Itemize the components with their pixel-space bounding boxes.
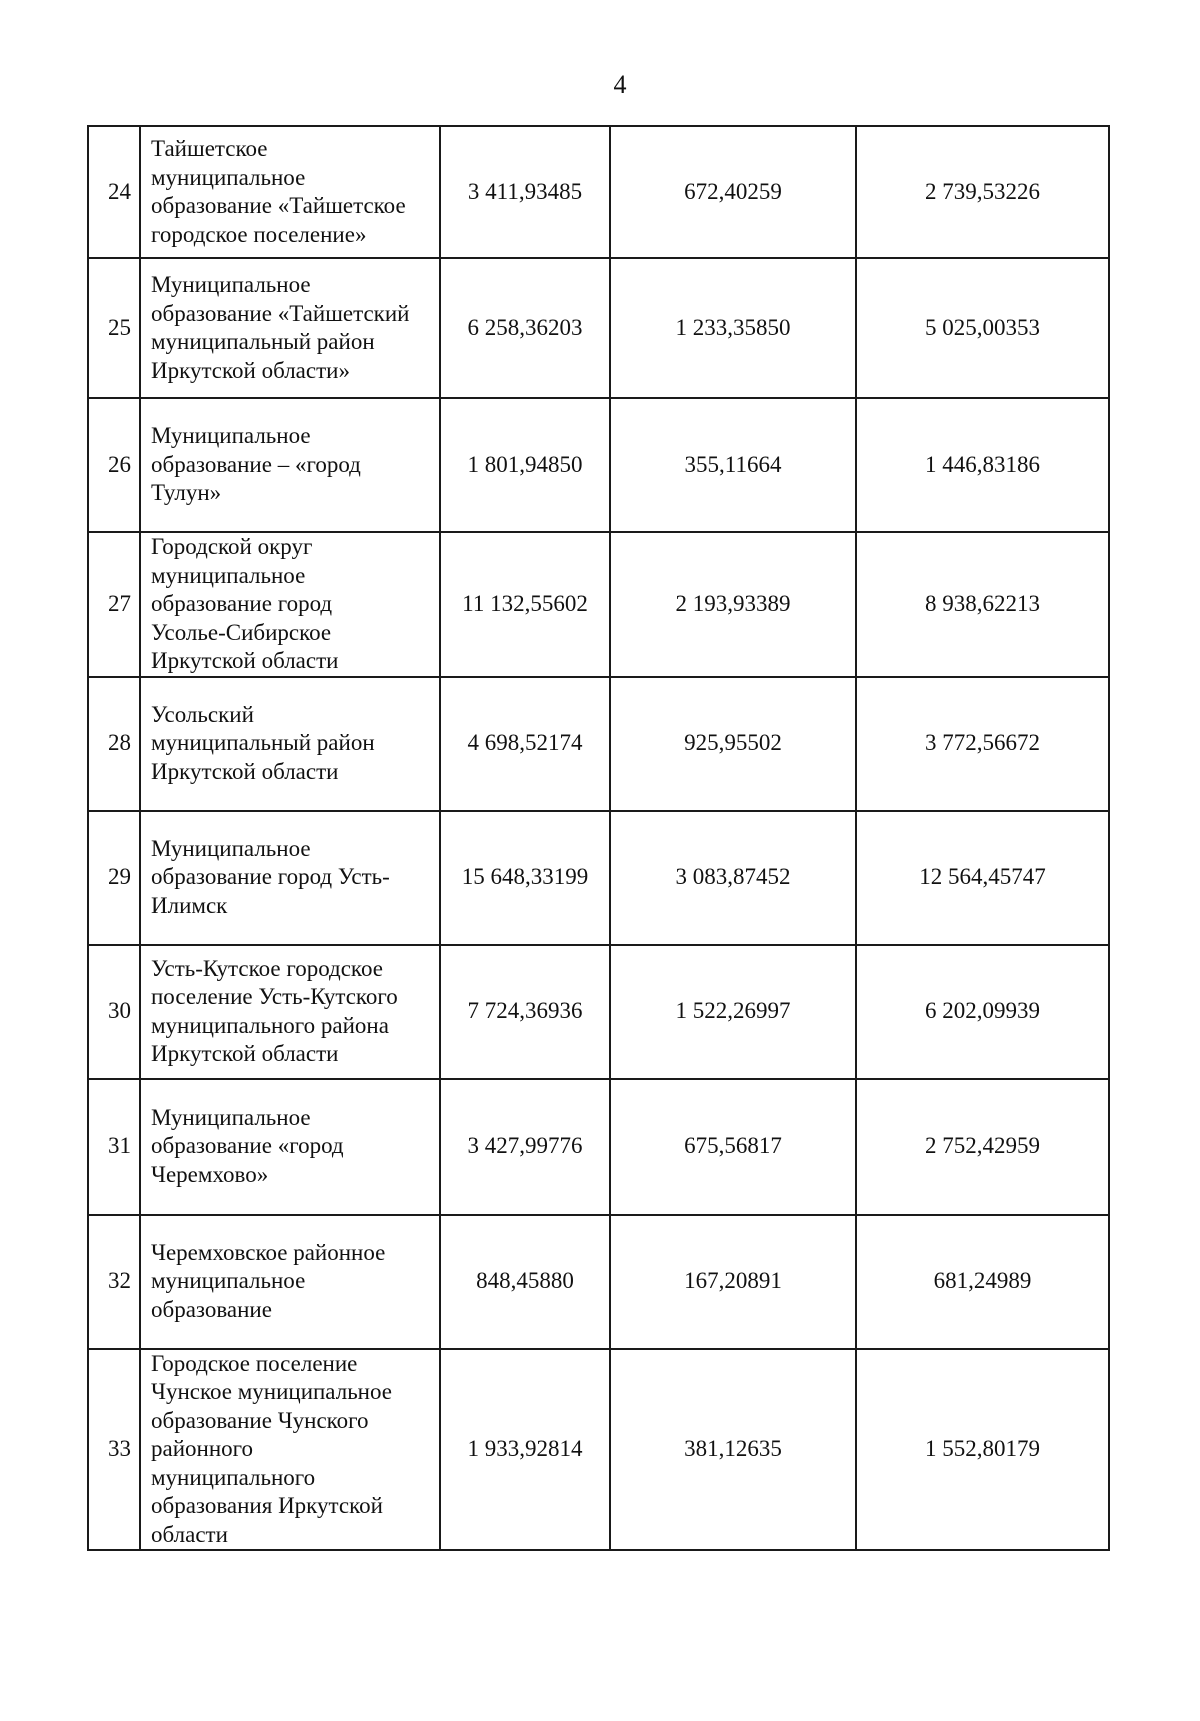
amount-b: 6 202,09939 <box>856 945 1109 1079</box>
name-line: образование <box>151 1296 272 1322</box>
name-line: Чунское муниципальное <box>151 1379 392 1404</box>
amount-b: 8 938,62213 <box>856 532 1109 677</box>
municipality-name <box>140 677 440 811</box>
table-row <box>88 811 1109 945</box>
name-line: Илимск <box>151 892 228 918</box>
amount-a: 672,40259 <box>610 126 856 258</box>
name-line: Усолье-Сибирское <box>151 619 332 645</box>
name-line: муниципальное <box>151 164 306 190</box>
table-row <box>88 398 1109 532</box>
amount-b: 1 446,83186 <box>856 398 1109 532</box>
amount-b: 3 772,56672 <box>856 677 1109 811</box>
total-amount: 3 427,99776 <box>440 1079 610 1215</box>
total-amount: 848,45880 <box>440 1215 610 1349</box>
row-number: 30 <box>88 945 140 1079</box>
name-line: городское поселение» <box>151 221 367 247</box>
name-line: образование Чунского <box>151 1407 369 1433</box>
name-line: Городское поселение <box>151 1350 358 1376</box>
name-line: Иркутской области <box>151 1041 339 1066</box>
amount-a: 1 522,26997 <box>610 945 856 1079</box>
amount-b: 2 752,42959 <box>856 1079 1109 1215</box>
name-line: образование – «город <box>151 451 361 477</box>
municipality-name <box>140 1079 440 1215</box>
table-row <box>88 532 1109 677</box>
amount-a: 3 083,87452 <box>610 811 856 945</box>
municipality-name <box>140 398 440 532</box>
amount-a: 1 233,35850 <box>610 258 856 398</box>
name-line: муниципального <box>151 1464 316 1490</box>
name-line: Иркутской области <box>151 648 339 673</box>
municipality-name <box>140 811 440 945</box>
row-number: 25 <box>88 258 140 398</box>
total-amount: 7 724,36936 <box>440 945 610 1079</box>
total-amount: 1 801,94850 <box>440 398 610 532</box>
row-number: 33 <box>88 1349 140 1551</box>
table-row <box>88 677 1109 811</box>
table-row <box>88 1215 1109 1349</box>
name-line: Муниципальное <box>151 1104 311 1130</box>
name-line: образование «город <box>151 1133 344 1159</box>
table-row <box>88 258 1109 398</box>
name-line: образование город Усть- <box>151 864 390 890</box>
name-line: Черемховское районное <box>151 1239 386 1265</box>
row-number: 31 <box>88 1079 140 1215</box>
name-line: муниципальное <box>151 1268 306 1294</box>
row-number: 26 <box>88 398 140 532</box>
name-line: Черемхово» <box>151 1161 269 1187</box>
name-line: Тайшетское <box>151 136 268 161</box>
amount-b: 1 552,80179 <box>856 1349 1109 1551</box>
name-line: образование город <box>151 591 333 616</box>
municipality-name <box>140 532 440 677</box>
page-number: 4 <box>613 70 627 99</box>
name-line: поселение Усть-Кутского <box>151 984 398 1009</box>
row-number: 28 <box>88 677 140 811</box>
table-row <box>88 945 1109 1079</box>
name-line: образования Иркутской <box>151 1493 383 1518</box>
amount-a: 167,20891 <box>610 1215 856 1349</box>
row-number: 29 <box>88 811 140 945</box>
amount-b: 2 739,53226 <box>856 126 1109 258</box>
name-line: муниципальный район <box>151 329 375 354</box>
table-row <box>88 1349 1109 1551</box>
name-line: муниципальное <box>151 562 306 588</box>
municipality-name <box>140 1349 440 1551</box>
name-line: Иркутской области» <box>151 357 350 383</box>
name-line: Усть-Кутское городское <box>151 955 383 981</box>
row-number: 27 <box>88 532 140 677</box>
allocation-table <box>87 125 1110 1551</box>
name-line: Муниципальное <box>151 423 311 449</box>
name-line: Иркутской области <box>151 758 339 784</box>
total-amount: 6 258,36203 <box>440 258 610 398</box>
total-amount: 15 648,33199 <box>440 811 610 945</box>
table-row <box>88 126 1109 258</box>
name-line: муниципальный район <box>151 730 375 756</box>
amount-a: 355,11664 <box>610 398 856 532</box>
amount-a: 381,12635 <box>610 1349 856 1551</box>
total-amount: 4 698,52174 <box>440 677 610 811</box>
name-line: районного <box>151 1436 253 1461</box>
name-line: образование «Тайшетский <box>151 300 410 326</box>
total-amount: 1 933,92814 <box>440 1349 610 1551</box>
amount-a: 925,95502 <box>610 677 856 811</box>
row-number: 32 <box>88 1215 140 1349</box>
amount-b: 12 564,45747 <box>856 811 1109 945</box>
total-amount: 11 132,55602 <box>440 532 610 677</box>
municipality-name <box>140 258 440 398</box>
name-line: Усольский <box>151 701 254 727</box>
table-body <box>88 126 1109 1550</box>
municipality-name <box>140 945 440 1079</box>
amount-b: 5 025,00353 <box>856 258 1109 398</box>
amount-a: 2 193,93389 <box>610 532 856 677</box>
municipality-name <box>140 1215 440 1349</box>
name-line: Тулун» <box>151 480 222 506</box>
name-line: области <box>151 1521 228 1547</box>
table-row <box>88 1079 1109 1215</box>
name-line: образование «Тайшетское <box>151 193 406 218</box>
row-number: 24 <box>88 126 140 258</box>
name-line: Муниципальное <box>151 272 311 297</box>
amount-b: 681,24989 <box>856 1215 1109 1349</box>
amount-a: 675,56817 <box>610 1079 856 1215</box>
name-line: Муниципальное <box>151 835 311 861</box>
total-amount: 3 411,93485 <box>440 126 610 258</box>
municipality-name <box>140 126 440 258</box>
name-line: Городской округ <box>151 534 313 559</box>
name-line: муниципального района <box>151 1012 389 1038</box>
